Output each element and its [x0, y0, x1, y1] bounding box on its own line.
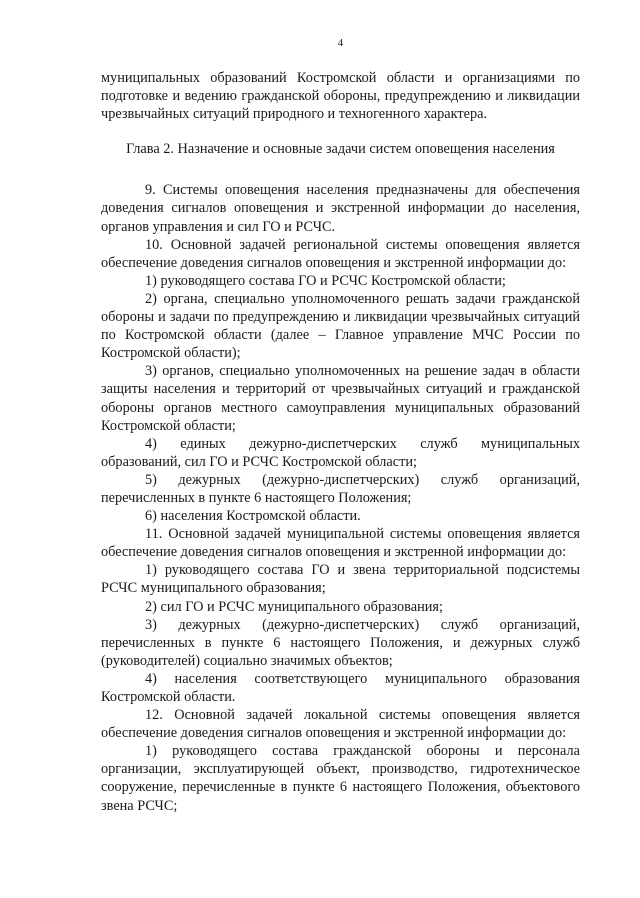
list-item: 1) руководящего состава ГО и РСЧС Костромской области; [145, 272, 506, 289]
page-number: 4 [337, 37, 344, 49]
list-item: 4) единых дежурно-диспетчерских служб муниципальных образований, сил ГО и РСЧС Костромской области; [101, 435, 580, 470]
paragraph-continuation: муниципальных образований Костромской области и организациями по подготовке и ведению гражданской обороны, предупреждению и ликвидации чрезвычайных ситуаций природного и техногенного характера. [101, 70, 580, 123]
paragraph-11: 11. Основной задачей муниципальной системы оповещения является обеспечение доведения сигналов оповещения и экстренной информации до: [101, 526, 580, 561]
list-item: 2) органа, специально уполномоченного решать задачи гражданской обороны и задачи по предупреждению и ликвидации чрезвычайных ситуаций по Костромской области (далее – Главное управление МЧС России по Костромской области); [101, 290, 580, 362]
list-item: 6) населения Костромской области. [145, 508, 361, 525]
list-item: 5) дежурных (дежурно-диспетчерских) служб организаций, перечисленных в пункте 6 настоящего Положения; [101, 471, 580, 506]
paragraph-12: 12. Основной задачей локальной системы оповещения является обеспечение доведения сигналов оповещения и экстренной информации до: [101, 707, 580, 742]
paragraph-9: 9. Системы оповещения населения предназначены для обеспечения доведения сигналов оповещения и экстренной информации до населения, органов управления и сил ГО и РСЧС. [101, 182, 580, 235]
list-item: 3) органов, специально уполномоченных на решение задач в области защиты населения и территорий от чрезвычайных ситуаций и гражданской обороны органов местного самоуправления муниципальных образований Костромской области; [101, 363, 580, 434]
list-item: 2) сил ГО и РСЧС муниципального образования; [145, 598, 443, 615]
paragraph-10: 10. Основной задачей региональной системы оповещения является обеспечение доведения сигналов оповещения и экстренной информации до: [101, 236, 580, 271]
chapter-heading: Глава 2. Назначение и основные задачи систем оповещения населения [126, 141, 555, 158]
list-item: 1) руководящего состава гражданской обороны и персонала организации, эксплуатирующей объект, производство, гидротехническое сооружение, перечисленные в пункте 6 настоящего Положения, объектового звена РСЧС; [101, 743, 580, 814]
list-item: 4) населения соответствующего муниципального образования Костромской области. [101, 670, 580, 705]
list-item: 1) руководящего состава ГО и звена территориальной подсистемы РСЧС муниципального образования; [101, 562, 580, 597]
list-item: 3) дежурных (дежурно-диспетчерских) служб организаций, перечисленных в пункте 6 настоящего Положения, и дежурных служб (руководителей) социально значимых объектов; [101, 616, 580, 669]
